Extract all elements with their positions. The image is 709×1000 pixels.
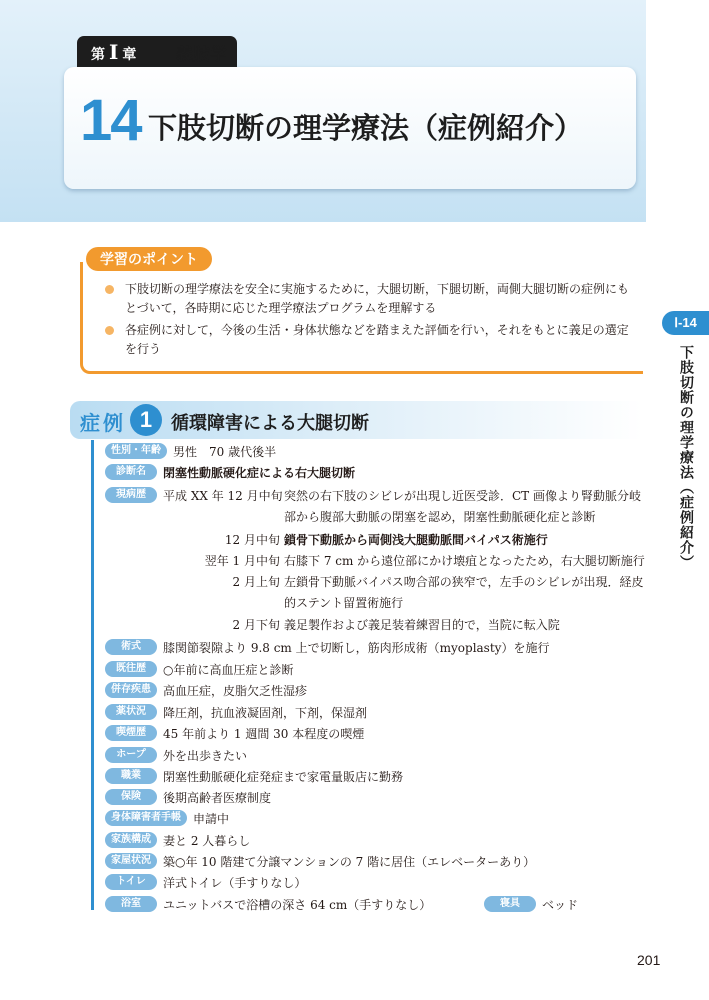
- value: 洋式トイレ（手すりなし）: [163, 875, 307, 890]
- label-badge: 家族構成: [105, 832, 157, 848]
- label-badge: 既往歴: [105, 661, 157, 677]
- value: 後期高齢者医療制度: [163, 790, 272, 805]
- history-text: 右膝下 7 cm から遠位部にかけ壊疽となったため，右大腿切断施行: [284, 554, 645, 568]
- label-badge: 術式: [105, 639, 157, 655]
- header-margin: [646, 0, 709, 222]
- row-insurance: [105, 787, 271, 807]
- value: 閉塞性動脈硬化症発症まで家電量販店に勤務: [163, 769, 404, 784]
- history-text: 的ステント留置術施行: [284, 596, 404, 610]
- case-number: 1: [130, 404, 162, 436]
- value: 外を出歩きたい: [163, 748, 248, 763]
- value: 男性 70 歳代後半: [173, 444, 277, 459]
- label-badge: 併存疾患: [105, 682, 157, 698]
- value: 妻と 2 人暮らし: [163, 833, 251, 848]
- section-number: 14: [80, 88, 141, 153]
- label-badge: 現病歴: [105, 487, 157, 503]
- row-history: [105, 485, 163, 505]
- row-surgery: [105, 637, 549, 657]
- value: 45 年前より 1 週間 30 本程度の喫煙: [163, 726, 365, 741]
- row-toilet: [105, 872, 306, 892]
- history-text: 義足製作および義足装着練習目的で，当院に転入院: [284, 618, 560, 632]
- chapter-label: 第 Ⅰ 章: [91, 40, 138, 64]
- history-text: 突然の右下肢のシビレが出現し近医受診．CT 画像より腎動脈分岐: [284, 489, 642, 503]
- row-occupation: [105, 766, 403, 786]
- history-date: 平成 XX 年 12 月中旬: [163, 489, 283, 503]
- history-text: 部から腹部大動脈の閉塞を認め，閉塞性動脈硬化症と診断: [284, 510, 596, 524]
- learning-points-list: [105, 280, 635, 362]
- row-hope: [105, 745, 247, 765]
- value: ベッド: [542, 897, 579, 912]
- value: 閉塞性動脈硬化症による右大腿切断: [163, 465, 356, 480]
- label-badge: 寝具: [484, 896, 536, 912]
- list-item: 各症例に対して，今後の生活・身体状態などを踏まえた評価を行い，それをもとに義足の選定を行う: [105, 321, 635, 359]
- row-family: [105, 830, 250, 850]
- history-date: 2 月上旬: [232, 575, 280, 589]
- case-vertical-rule: [91, 440, 94, 910]
- history-date: 2 月下旬: [232, 618, 280, 632]
- page-number: 201: [637, 952, 661, 968]
- history-date: 翌年 1 月中旬: [204, 554, 280, 568]
- value: 高血圧症，皮脂欠乏性湿疹: [163, 683, 308, 698]
- label-badge: 薬状況: [105, 704, 157, 720]
- list-item: 下肢切断の理学療法を安全に実施するために，大腿切断，下腿切断，両側大腿切断の症例にもとづいて，各時期に応じた理学療法プログラムを理解する: [105, 280, 635, 318]
- label-badge: 喫煙歴: [105, 725, 157, 741]
- row-sex-age: [105, 441, 276, 461]
- row-medication: [105, 702, 367, 722]
- value: 膝関節裂隙より 9.8 cm 上で切断し，筋肉形成術（myoplasty）を施行: [163, 640, 550, 655]
- label-badge: 浴室: [105, 896, 157, 912]
- row-bedding: [484, 894, 578, 914]
- label-badge: 家屋状況: [105, 853, 157, 869]
- bullet-icon: [105, 326, 114, 335]
- side-section-tab: Ⅰ-14: [662, 311, 709, 335]
- value: 申請中: [193, 811, 230, 826]
- row-past-history: [105, 659, 293, 679]
- label-badge: 職業: [105, 768, 157, 784]
- row-bathroom: [105, 894, 431, 914]
- row-diagnosis: [105, 462, 355, 482]
- label-badge: 保険: [105, 789, 157, 805]
- row-smoking: [105, 723, 364, 743]
- case-label: 症例: [80, 411, 126, 435]
- case-title: 循環障害による大腿切断: [171, 413, 369, 434]
- bullet-icon: [105, 285, 114, 294]
- row-disability-card: [105, 808, 229, 828]
- history-text: 左鎖骨下動脈バイパス吻合部の狭窄で，左手のシビレが出現．経皮: [284, 575, 644, 589]
- label-badge: ホープ: [105, 747, 157, 763]
- page-title: 下肢切断の理学療法（症例紹介）: [148, 111, 584, 145]
- value: 降圧剤，抗血液凝固剤，下剤，保湿剤: [163, 705, 368, 720]
- value: ○年前に高血圧症と診断: [163, 662, 294, 677]
- label-badge: 診断名: [105, 464, 157, 480]
- value: 築○年 10 階建て分譲マンションの 7 階に居住（エレベーターあり）: [163, 854, 536, 869]
- history-text: 鎖骨下動脈から両側浅大腿動脈間バイパス術施行: [284, 533, 548, 547]
- chapter-name: 義肢学: [176, 45, 227, 65]
- row-comorbidity: [105, 680, 307, 700]
- history-date: 12 月中旬: [224, 533, 280, 547]
- side-section-title: 下肢切断の理学療法（症例紹介）: [678, 345, 694, 570]
- label-badge: トイレ: [105, 874, 157, 890]
- row-housing: [105, 851, 535, 871]
- label-badge: 身体障害者手帳: [105, 810, 187, 826]
- value: ユニットバスで浴槽の深さ 64 cm（手すりなし）: [163, 897, 432, 912]
- label-badge: 性別・年齢: [105, 443, 167, 459]
- learning-points-heading: 学習のポイント: [86, 247, 212, 271]
